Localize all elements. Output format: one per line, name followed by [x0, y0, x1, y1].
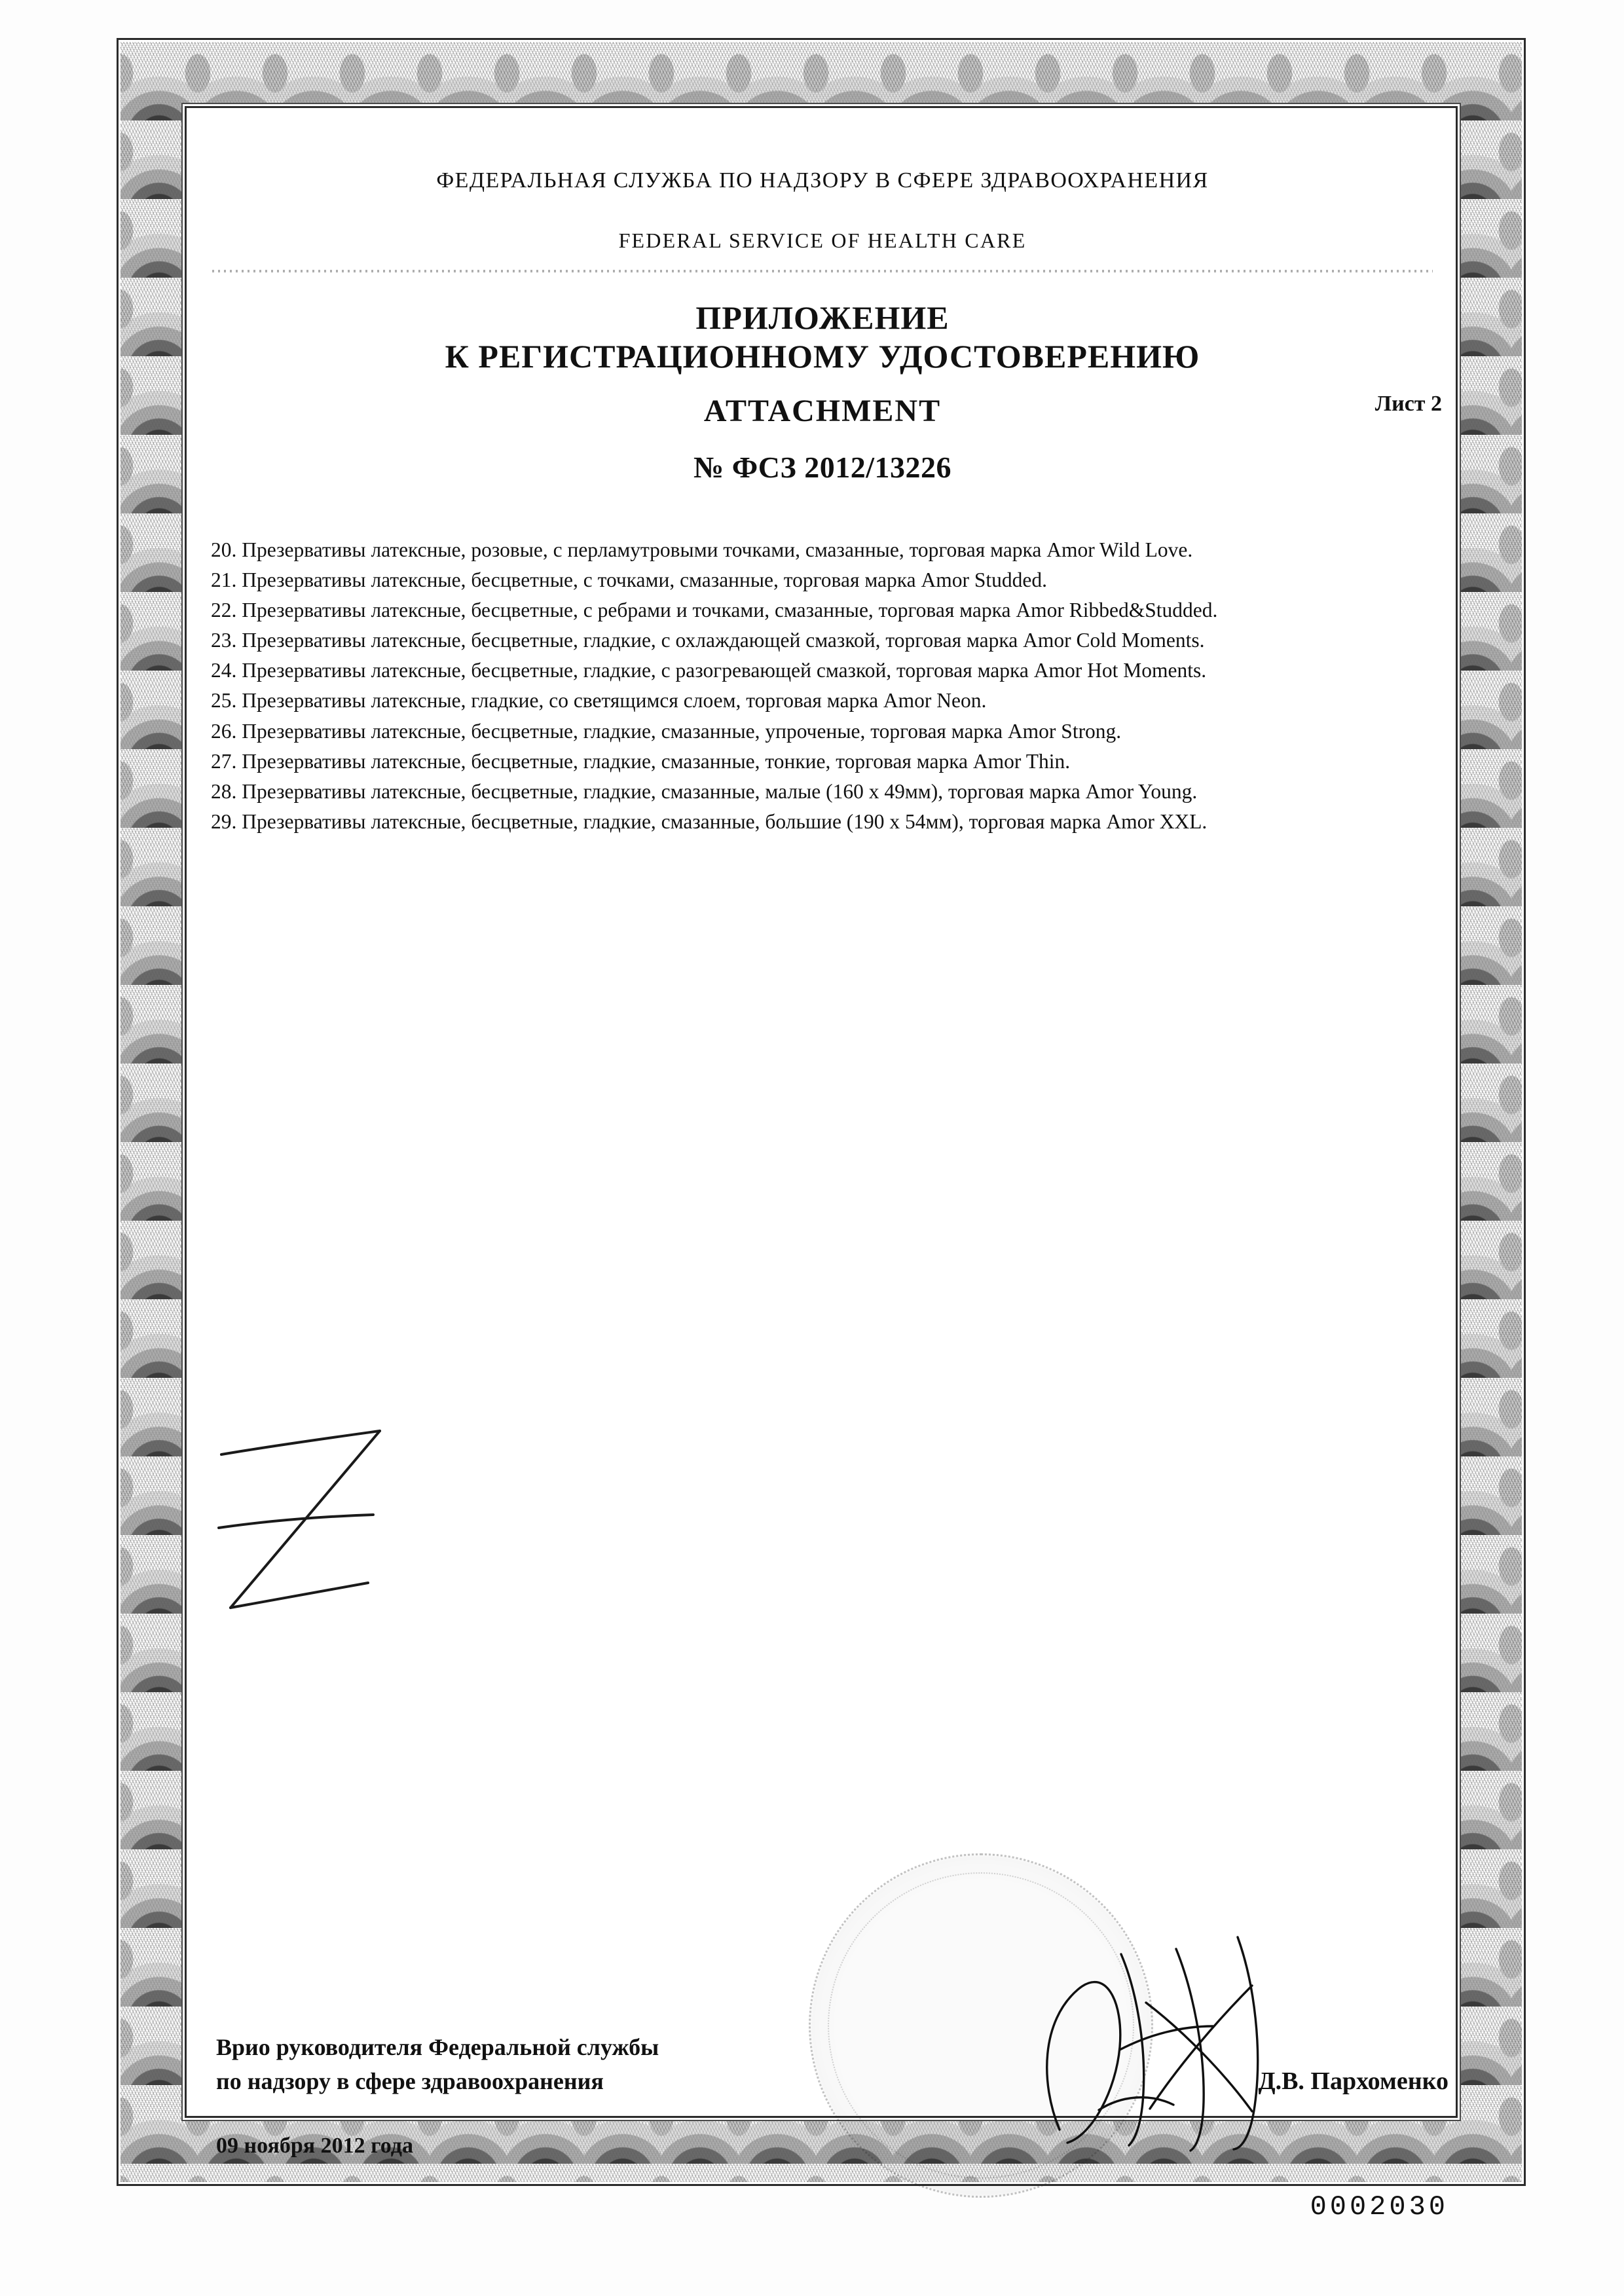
product-list: [196, 536, 1449, 836]
title-attachment-english: ATTACHMENT: [703, 394, 942, 428]
list-item: 22. Презервативы латексные, бесцветные, с ребрами и точками, смазанные, торговая марка Amor Ribbed&Studded.: [211, 599, 1218, 622]
header-separator-rule: [212, 270, 1433, 272]
list-item: 26. Презервативы латексные, бесцветные, гладкие, смазанные, упроченые, торговая марка Amor Strong.: [211, 719, 1122, 743]
title-line-2: К РЕГИСТРАЦИОННОМУ УДОСТОВЕРЕНИЮ: [445, 338, 1200, 375]
cancellation-stroke-mark: [216, 1411, 432, 1627]
list-item: 21. Презервативы латексные, бесцветные, с точками, смазанные, торговая марка Amor Studded.: [211, 568, 1047, 592]
agency-name-russian: ФЕДЕРАЛЬНАЯ СЛУЖБА ПО НАДЗОРУ В СФЕРЕ ЗДРАВООХРАНЕНИЯ: [436, 168, 1209, 193]
list-item: 27. Презервативы латексные, бесцветные, гладкие, смазанные, тонкие, торговая марка Amor Thin.: [211, 749, 1071, 773]
document-content: [196, 115, 1449, 2106]
sheet-number: Лист 2: [1375, 392, 1442, 416]
title-line-1: ПРИЛОЖЕНИЕ: [695, 299, 950, 336]
list-item: 20. Презервативы латексные, розовые, с перламутровыми точками, смазанные, торговая марка Amor Wild Love.: [211, 538, 1193, 561]
registration-number: № ФСЗ 2012/13226: [693, 451, 951, 484]
list-item: 28. Презервативы латексные, бесцветные, гладкие, смазанные, малые (160 х 49мм), торговая марка Amor Young.: [211, 779, 1198, 803]
signer-title-line-1: Врио руководителя Федеральной службы: [216, 2033, 659, 2060]
signer-name: Д.В. Пархоменко: [1258, 2067, 1449, 2095]
serial-number: 0002030: [1310, 2191, 1449, 2223]
signer-title-line-2: по надзору в сфере здравоохранения: [216, 2067, 604, 2094]
agency-name-english: FEDERAL SERVICE OF HEALTH CARE: [618, 229, 1027, 252]
list-item: 23. Презервативы латексные, бесцветные, гладкие, с охлаждающей смазкой, торговая марка Amor Cold Moments.: [211, 629, 1205, 652]
list-item: 25. Презервативы латексные, гладкие, со светящимся слоем, торговая марка Amor Neon.: [211, 689, 987, 713]
list-item: 29. Презервативы латексные, бесцветные, гладкие, смазанные, большие (190 х 54мм), торговая марка Amor XXL.: [211, 809, 1208, 833]
issue-date: 09 ноября 2012 года: [216, 2134, 413, 2158]
title-block: [196, 299, 1449, 485]
list-item: 24. Презервативы латексные, бесцветные, гладкие, с разогревающей смазкой, торговая марка Amor Hot Moments.: [211, 659, 1207, 682]
signature-block: [216, 2030, 1449, 2223]
